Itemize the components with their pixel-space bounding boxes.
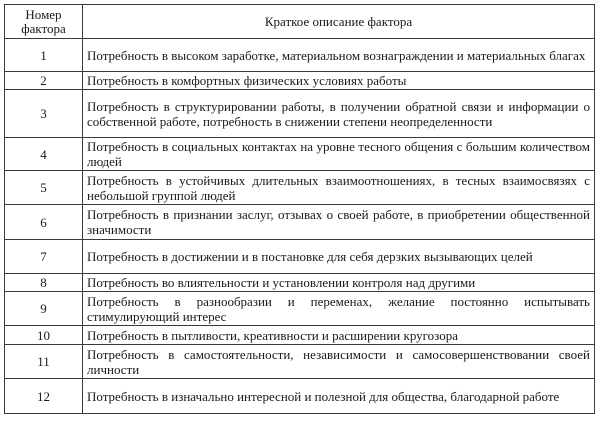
header-factor-number: Номер фактора xyxy=(5,5,83,39)
factor-description: Потребность в комфортных физических условиях работы xyxy=(83,72,595,90)
table-row xyxy=(5,379,595,414)
factor-number: 10 xyxy=(5,326,83,345)
table-row xyxy=(5,72,595,90)
factor-number: 7 xyxy=(5,240,83,274)
factors-table-container xyxy=(4,4,594,414)
factor-number: 8 xyxy=(5,274,83,292)
factor-number: 2 xyxy=(5,72,83,90)
factor-description: Потребность в пытливости, креативности и расширении кругозора xyxy=(83,326,595,345)
factor-number: 4 xyxy=(5,138,83,171)
table-row xyxy=(5,240,595,274)
table-row xyxy=(5,138,595,171)
factor-description: Потребность в достижении и в постановке для себя дерзких вызывающих целей xyxy=(83,240,595,274)
factor-description: Потребность в разнообразии и переменах, желание постоянно испытывать стимулирующий интерес xyxy=(83,292,595,326)
factor-number: 12 xyxy=(5,379,83,414)
table-row xyxy=(5,39,595,72)
factor-description: Потребность в высоком заработке, материальном вознаграждении и материальных благах xyxy=(83,39,595,72)
table-row xyxy=(5,326,595,345)
header-factor-description: Краткое описание фактора xyxy=(83,5,595,39)
factor-description: Потребность во влиятельности и установлении контроля над другими xyxy=(83,274,595,292)
factors-table xyxy=(4,4,595,414)
table-row xyxy=(5,345,595,379)
table-row xyxy=(5,205,595,240)
factor-description: Потребность в социальных контактах на уровне тесного общения с большим количеством людей xyxy=(83,138,595,171)
table-row xyxy=(5,274,595,292)
table-row xyxy=(5,292,595,326)
table-header-row xyxy=(5,5,595,39)
factor-description: Потребность в самостоятельности, независимости и самосовершенствовании своей личности xyxy=(83,345,595,379)
factor-description: Потребность в структурировании работы, в получении обратной связи и информации о собственной работе, потребность в снижении степени неопределенности xyxy=(83,90,595,138)
factor-number: 3 xyxy=(5,90,83,138)
factor-description: Потребность в признании заслуг, отзывах о своей работе, в приобретении общественной значимости xyxy=(83,205,595,240)
table-row xyxy=(5,171,595,205)
factor-number: 5 xyxy=(5,171,83,205)
factor-description: Потребность в изначально интересной и полезной для общества, благодарной работе xyxy=(83,379,595,414)
factor-number: 11 xyxy=(5,345,83,379)
table-row xyxy=(5,90,595,138)
factor-number: 9 xyxy=(5,292,83,326)
factor-description: Потребность в устойчивых длительных взаимоотношениях, в тесных взаимосвязях с небольшой группой людей xyxy=(83,171,595,205)
factor-number: 6 xyxy=(5,205,83,240)
factor-number: 1 xyxy=(5,39,83,72)
